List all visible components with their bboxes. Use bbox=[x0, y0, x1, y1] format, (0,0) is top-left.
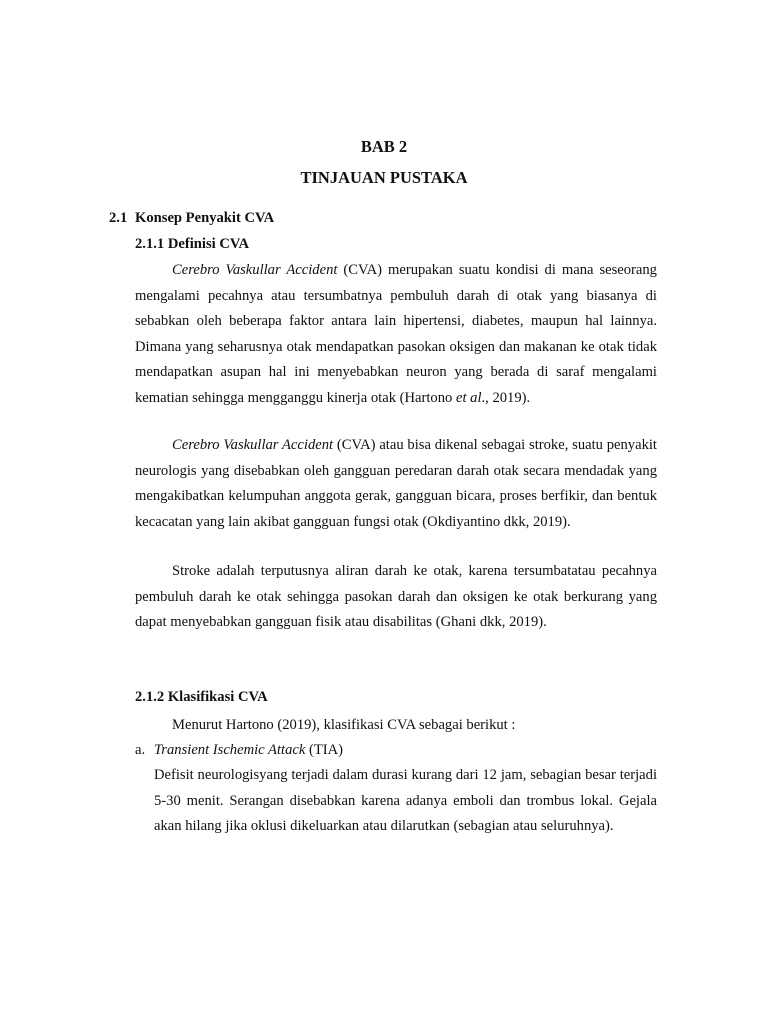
chapter-label: BAB 2 bbox=[360, 137, 408, 156]
list-item-body: Defisit neurologisyang terjadi dalam durasi kurang dari 12 jam, sebagian besar terjadi 5-30 menit. Serangan disebabkan karena adanya emboli dan trombus lokal. Gejala akan hilang jika oklusi dikeluarkan atau dilarutkan (sebagian atau seluruhnya). bbox=[154, 767, 657, 834]
paragraph-text: (CVA) atau bisa dikenal sebagai stroke, suatu penyakit neurologis yang disebabkan oleh gangguan peredaran darah otak secara mendadak yang mengakibatkan kelumpuhan anggota gerak, gangguan bicara, proses berfikir, dan bentuk kecacatan yang lain akibat gangguan fungsi otak (Okdiyantino dkk, 2019). bbox=[135, 437, 657, 530]
paragraph-definition-2 bbox=[135, 433, 657, 535]
section-title: Konsep Penyakit CVA bbox=[135, 210, 275, 226]
section-heading-2-1 bbox=[109, 210, 274, 227]
paragraph-text: (CVA) merupakan suatu kondisi di mana seseorang mengalami pecahnya atau tersumbatnya pembuluh darah di otak yang biasanya di sebabkan oleh beberapa faktor antara lain hipertensi, diabetes, maupun hal lainnya. Dimana yang seharusnya otak mendapatkan pasokan oksigen dan makanan ke otak tidak mendapatkan asupan hal ini menyebabkan neuron yang berada di saraf mengalami kematian sehingga mengganggu kinerja otak (Hartono bbox=[135, 262, 657, 406]
subsection-heading-2-1-1: 2.1.1 Definisi CVA bbox=[135, 236, 250, 252]
term-italic: Cerebro Vaskullar Accident bbox=[172, 437, 334, 453]
chapter-title: TINJAUAN PUSTAKA bbox=[300, 168, 468, 187]
list-term-italic: Transient Ischemic Attack bbox=[154, 742, 306, 758]
classification-intro: Menurut Hartono (2019), klasifikasi CVA sebagai berikut : bbox=[172, 717, 516, 733]
list-item-tia bbox=[135, 738, 343, 764]
subsection-heading-2-1-2: 2.1.2 Klasifikasi CVA bbox=[135, 689, 268, 705]
citation-etal: et al bbox=[455, 389, 482, 406]
paragraph-definition-1 bbox=[135, 258, 657, 411]
list-marker: a. bbox=[135, 742, 146, 758]
section-number: 2.1 bbox=[109, 210, 128, 226]
paragraph-definition-3: Stroke adalah terputusnya aliran darah ke otak, karena tersumbatatau pecahnya pembuluh darah ke otak sehingga pasokan darah dan oksigen ke otak berkurang yang dapat menyebabkan gangguan fisik atau disabilitas (Ghani dkk, 2019). bbox=[135, 563, 657, 630]
citation-end: ., 2019). bbox=[481, 389, 531, 406]
list-term-abbr: (TIA) bbox=[305, 742, 344, 758]
term-italic: Cerebro Vaskullar Accident bbox=[172, 262, 338, 278]
